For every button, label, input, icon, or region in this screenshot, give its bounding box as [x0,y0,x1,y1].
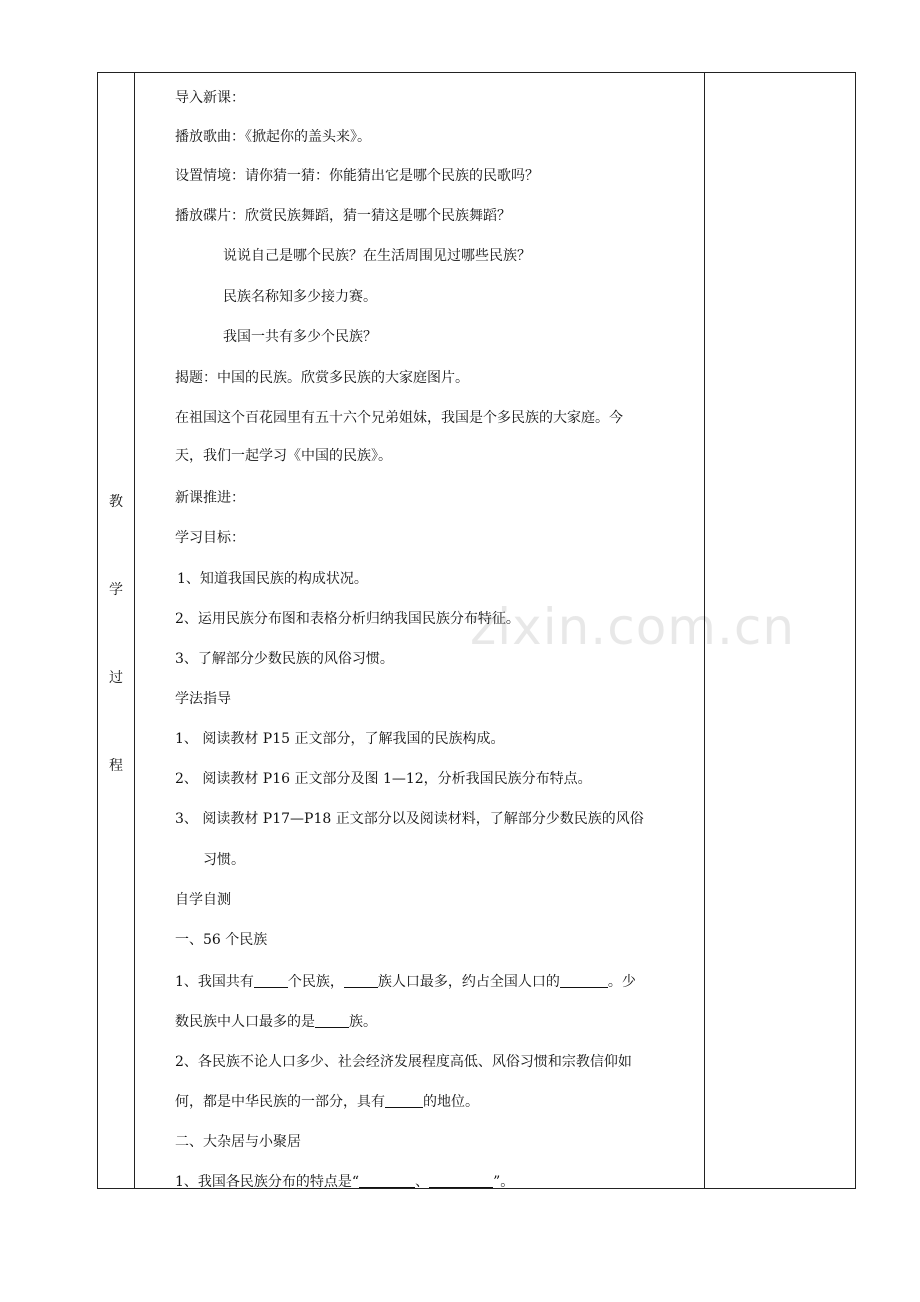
question-text: 数民族中人口最多的是 [175,1014,315,1030]
side-label-char: 过 [109,670,123,686]
list-item: 3、 阅读教材 P17—P18 正文部分以及阅读材料，了解部分少数民族的风俗 [175,811,644,827]
fill-in-question [175,1091,479,1111]
fill-in-question [175,971,636,991]
list-item-continuation: 习惯。 [203,852,245,868]
answer-blank[interactable] [315,1013,349,1028]
question-text: 何，都是中华民族的一部分，具有 [175,1094,385,1110]
question-text: 族人口最多，约占全国人口的 [377,974,560,990]
side-label-char: 学 [109,582,123,598]
section-heading: 新课推进： [175,490,245,506]
text-line: 2、各民族不论人口多少、社会经济发展程度高低、风俗习惯和宗教信仰如 [175,1054,632,1070]
answer-blank[interactable] [429,1173,493,1188]
side-label-char: 程 [109,758,123,774]
section-heading: 学法指导 [175,691,231,707]
answer-blank[interactable] [344,973,378,988]
text-line: 播放碟片：欣赏民族舞蹈，猜一猜这是哪个民族舞蹈？ [175,208,511,224]
text-line: 揭题：中国的民族。欣赏多民族的大家庭图片。 [175,370,469,386]
question-text: 。少 [607,974,636,990]
side-label-char: 教 [109,494,123,510]
text-line: 说说自己是哪个民族？在生活周围见过哪些民族？ [223,248,531,264]
question-text: 、 [415,1174,430,1190]
section-heading: 自学自测 [175,892,231,908]
text-line: 我国一共有多少个民族？ [223,329,377,345]
fill-in-question [175,1011,377,1031]
text-line: 播放歌曲：《掀起你的盖头来》。 [175,129,371,145]
list-item: 3、了解部分少数民族的风俗习惯。 [175,651,394,667]
list-item: 1、知道我国民族的构成状况。 [177,571,368,587]
column-divider-left [134,73,135,1188]
question-text: 族。 [349,1014,377,1030]
list-item: 2、 阅读教材 P16 正文部分及图 1—12，分析我国民族分布特点。 [175,771,592,787]
answer-blank[interactable] [560,973,608,988]
section-heading: 学习目标： [175,530,245,546]
answer-blank[interactable] [385,1093,423,1108]
question-text: ”。 [493,1174,515,1190]
text-line: 在祖国这个百花园里有五十六个兄弟姐妹，我国是个多民族的大家庭。今 [175,410,623,426]
question-text: 1、我国各民族分布的特点是“ [175,1174,360,1190]
question-text: 1、我国共有 [175,974,254,990]
answer-blank[interactable] [254,973,288,988]
text-line: 导入新课： [175,90,245,106]
fill-in-question [175,1171,514,1191]
answer-blank[interactable] [359,1173,415,1188]
list-item: 1、 阅读教材 P15 正文部分，了解我国的民族构成。 [175,731,505,747]
section-heading: 一、56 个民族 [175,932,268,948]
text-line: 民族名称知多少接力赛。 [223,289,377,305]
question-text: 的地位。 [423,1094,479,1110]
watermark: zixin.com.cn [470,598,796,656]
text-line: 天，我们一起学习《中国的民族》。 [175,448,392,464]
text-line: 设置情境：请你猜一猜：你能猜出它是哪个民族的民歌吗？ [175,168,539,184]
list-item: 2、运用民族分布图和表格分析归纳我国民族分布特征。 [175,611,520,627]
question-text: 个民族， [287,974,344,990]
section-heading: 二、大杂居与小聚居 [175,1134,301,1150]
